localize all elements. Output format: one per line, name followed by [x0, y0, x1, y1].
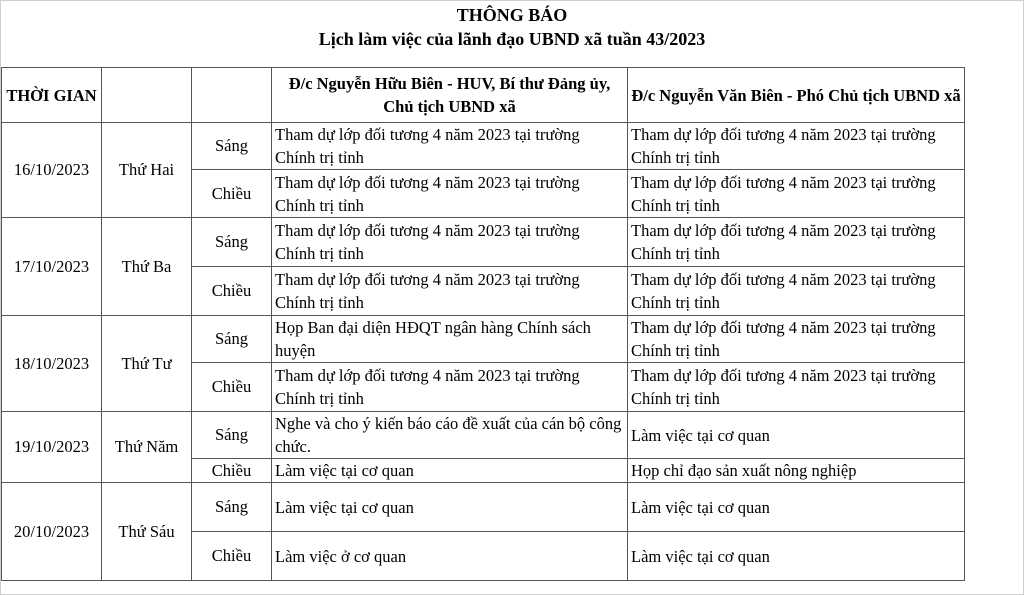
weekday-cell: Thứ Hai — [102, 123, 192, 218]
leader-1-activity: Tham dự lớp đối tương 4 năm 2023 tại trường Chính trị tỉnh — [272, 170, 628, 218]
session-cell: Sáng — [192, 483, 272, 532]
leader-1-activity: Họp Ban đại diện HĐQT ngân hàng Chính sách huyện — [272, 316, 628, 363]
document-title: THÔNG BÁO — [456, 5, 568, 25]
session-cell: Sáng — [192, 316, 272, 363]
leader-2-activity: Làm việc tại cơ quan — [628, 483, 965, 532]
schedule-row — [2, 218, 965, 267]
date-cell: 20/10/2023 — [2, 483, 102, 581]
schedule-row — [2, 316, 965, 363]
leader-2-activity: Tham dự lớp đối tương 4 năm 2023 tại trường Chính trị tỉnh — [628, 363, 965, 412]
session-cell: Chiều — [192, 532, 272, 581]
leader-1-activity: Tham dự lớp đối tương 4 năm 2023 tại trường Chính trị tỉnh — [272, 218, 628, 267]
leader-1-activity: Tham dự lớp đối tương 4 năm 2023 tại trường Chính trị tỉnh — [272, 123, 628, 170]
header-leader-2: Đ/c Nguyễn Văn Biên - Phó Chủ tịch UBND xã — [628, 68, 965, 123]
header-row — [2, 68, 965, 123]
session-cell: Sáng — [192, 412, 272, 459]
leader-1-activity: Làm việc tại cơ quan — [272, 483, 628, 532]
leader-2-activity: Tham dự lớp đối tương 4 năm 2023 tại trường Chính trị tỉnh — [628, 170, 965, 218]
leader-2-activity: Làm việc tại cơ quan — [628, 532, 965, 581]
leader-2-activity: Tham dự lớp đối tương 4 năm 2023 tại trường Chính trị tỉnh — [628, 123, 965, 170]
header-leader-1: Đ/c Nguyễn Hữu Biên - HUV, Bí thư Đảng ủy, Chủ tịch UBND xã — [272, 68, 628, 123]
session-cell: Chiều — [192, 267, 272, 316]
date-cell: 19/10/2023 — [2, 412, 102, 483]
document-subtitle: Lịch làm việc của lãnh đạo UBND xã tuần 43/2023 — [318, 29, 706, 49]
weekday-cell: Thứ Tư — [102, 316, 192, 412]
leader-1-activity: Tham dự lớp đối tương 4 năm 2023 tại trường Chính trị tỉnh — [272, 363, 628, 412]
schedule-table-body — [2, 68, 965, 581]
header-session-blank — [192, 68, 272, 123]
weekday-cell: Thứ Năm — [102, 412, 192, 483]
schedule-row — [2, 483, 965, 532]
date-cell: 16/10/2023 — [2, 123, 102, 218]
session-cell: Chiều — [192, 363, 272, 412]
leader-1-activity: Làm việc ở cơ quan — [272, 532, 628, 581]
schedule-row — [2, 123, 965, 170]
leader-2-activity: Tham dự lớp đối tương 4 năm 2023 tại trường Chính trị tỉnh — [628, 316, 965, 363]
leader-2-activity: Làm việc tại cơ quan — [628, 412, 965, 459]
session-cell: Sáng — [192, 218, 272, 267]
header-time: THỜI GIAN — [2, 68, 102, 123]
leader-1-activity: Nghe và cho ý kiến báo cáo đề xuất của cán bộ công chức. — [272, 412, 628, 459]
weekday-cell: Thứ Ba — [102, 218, 192, 316]
weekday-cell: Thứ Sáu — [102, 483, 192, 581]
header-weekday-blank — [102, 68, 192, 123]
leader-2-activity: Tham dự lớp đối tương 4 năm 2023 tại trường Chính trị tỉnh — [628, 218, 965, 267]
session-cell: Sáng — [192, 123, 272, 170]
leader-2-activity: Tham dự lớp đối tương 4 năm 2023 tại trường Chính trị tỉnh — [628, 267, 965, 316]
schedule-row — [2, 412, 965, 459]
date-cell: 17/10/2023 — [2, 218, 102, 316]
session-cell: Chiều — [192, 459, 272, 483]
session-cell: Chiều — [192, 170, 272, 218]
leader-1-activity: Làm việc tại cơ quan — [272, 459, 628, 483]
schedule-table — [1, 67, 965, 581]
leader-1-activity: Tham dự lớp đối tương 4 năm 2023 tại trường Chính trị tỉnh — [272, 267, 628, 316]
leader-2-activity: Họp chỉ đạo sản xuất nông nghiệp — [628, 459, 965, 483]
date-cell: 18/10/2023 — [2, 316, 102, 412]
